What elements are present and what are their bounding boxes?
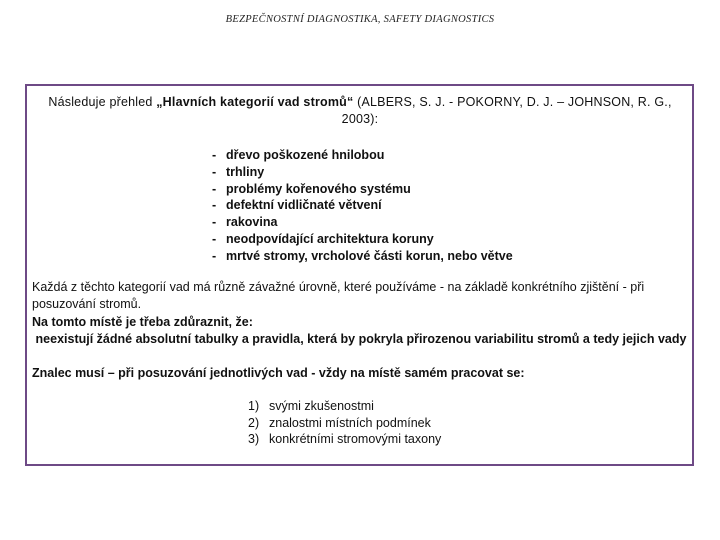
- intro-paragraph: [30, 94, 690, 128]
- emphasis-heading: Na tomto místě je třeba zdůraznit, že:: [32, 315, 253, 329]
- list-item: [212, 147, 513, 164]
- list-item-text: mrtvé stromy, vrcholové části korun, nebo větve: [226, 248, 513, 263]
- dash-bullet: -: [212, 215, 217, 230]
- list-item: [212, 248, 513, 265]
- list-item-text: znalostmi místních podmínek: [269, 415, 431, 430]
- item-number: 1): [248, 399, 260, 413]
- dash-bullet: -: [212, 181, 217, 196]
- item-number: 2): [248, 415, 260, 430]
- item-number: 3): [248, 432, 260, 446]
- expert-resources-list: [248, 398, 441, 448]
- list-item: [248, 415, 441, 432]
- list-item-text: defektní vidličnaté větvení: [226, 198, 382, 213]
- list-item-text: problémy kořenového systému: [226, 181, 411, 196]
- list-item: [212, 197, 513, 214]
- list-item-text: svými zkušenostmi: [269, 399, 374, 413]
- defect-categories-list: [212, 147, 513, 265]
- dash-bullet: -: [212, 248, 217, 263]
- intro-bold-title: „Hlavních kategorií vad stromů“: [156, 95, 354, 109]
- page-header-title: BEZPEČNOSTNÍ DIAGNOSTIKA, SAFETY DIAGNOSTICS: [225, 14, 495, 25]
- list-item-text: dřevo poškozené hnilobou: [226, 148, 385, 162]
- dash-bullet: -: [212, 164, 217, 179]
- list-item: [248, 431, 441, 448]
- list-item-text: neodpovídající architektura koruny: [226, 231, 434, 246]
- list-item: [248, 398, 441, 415]
- no-absolute-rules-statement: neexistují žádné absolutní tabulky a pravidla, která by pokryla přirozenou variabilitu stromů a tedy jejich vady: [35, 332, 687, 346]
- intro-suffix: (ALBERS, S. J. - POKORNY, D. J. – JOHNSON, R. G., 2003):: [341, 95, 672, 126]
- intro-prefix: Následuje přehled: [48, 95, 157, 109]
- dash-bullet: -: [212, 148, 217, 162]
- severity-paragraph: Každá z těchto kategorií vad má různě závažné úrovně, které používáme - na základě konkrétního zjištění - při posuzování stromů.: [32, 280, 645, 311]
- list-item-text: trhliny: [226, 164, 265, 179]
- dash-bullet: -: [212, 198, 217, 213]
- list-item: [212, 214, 513, 231]
- list-item: [212, 231, 513, 248]
- expert-statement: Znalec musí – při posuzování jednotlivých vad - vždy na místě samém pracovat se:: [32, 366, 525, 380]
- list-item-text: rakovina: [226, 215, 278, 230]
- dash-bullet: -: [212, 231, 217, 246]
- list-item-text: konkrétními stromovými taxony: [269, 432, 442, 446]
- list-item: [212, 164, 513, 181]
- list-item: [212, 181, 513, 198]
